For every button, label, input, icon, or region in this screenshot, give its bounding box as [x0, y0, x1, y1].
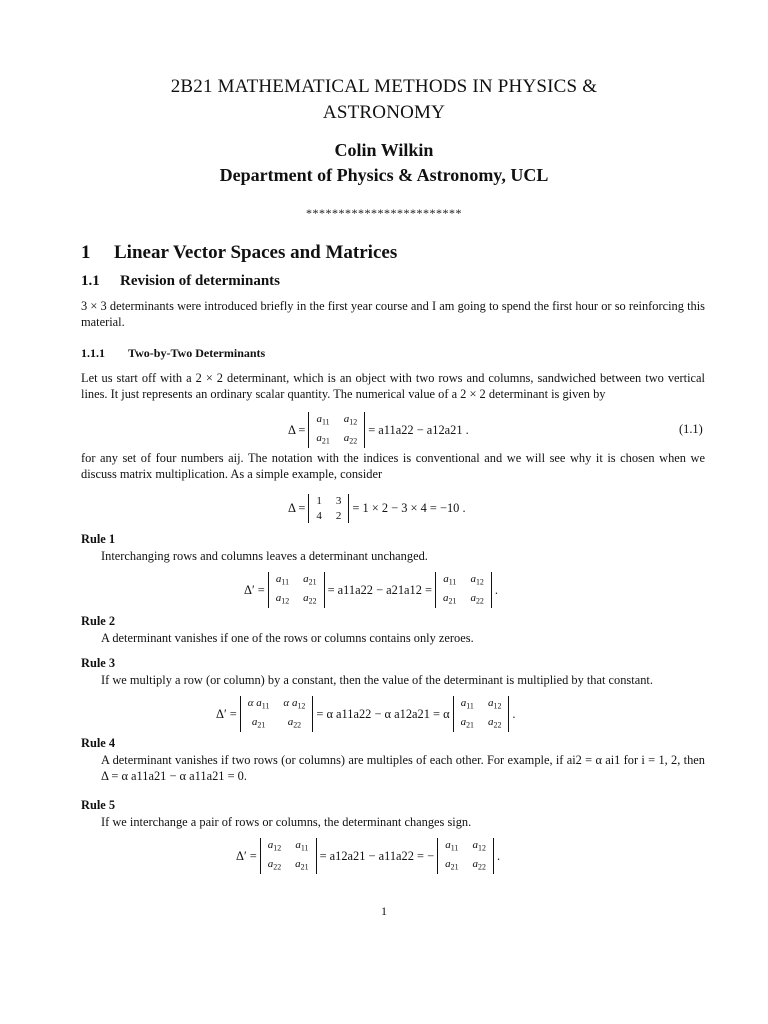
- page-number: 1: [381, 904, 387, 918]
- section-number: 1.1: [81, 273, 100, 289]
- rule-1-text: Interchanging rows and columns leaves a determinant unchanged.: [101, 549, 428, 563]
- rule-2-label: Rule 2: [81, 614, 116, 628]
- rule-1-label: Rule 1: [81, 532, 116, 546]
- determinant-matrix: α $a_{11}$ α $a_{12}$ $a_{21}$ $a_{22}$: [240, 696, 314, 732]
- determinant-matrix: 1 3 4 2: [308, 494, 349, 523]
- determinant-matrix: $a_{11}$ $a_{12}$ $a_{21}$ $a_{22}$: [308, 412, 365, 448]
- equation-lhs: Δ =: [288, 422, 306, 437]
- section-title: Two-by-Two Determinants: [128, 346, 266, 360]
- author-name: Colin Wilkin: [334, 140, 434, 160]
- rule-4-text: A determinant vanishes if two rows (or columns) are multiples of each other. For example, if ai2 = α ai1 for i = 1, 2, then Δ = α a11a21 − α a11a21 = 0.: [101, 753, 705, 783]
- separator-stars: ************************: [306, 206, 462, 220]
- rule-3-equation: Δ′ = α $a_{11}$ α $a_{12}$ $a_{21}$ $a_{22}$ = α a11a22 − α a12a21 = α $a_{11}$ $a_{12}$ $a_{21}$ $a_{22}$ .: [216, 698, 516, 730]
- equation-rhs: = a11a22 − a12a21 .: [368, 422, 469, 437]
- section-title: Revision of determinants: [120, 273, 280, 289]
- rule-3-label: Rule 3: [81, 656, 116, 670]
- equation-number: (1.1): [679, 422, 703, 436]
- section-number: 1.1.1: [81, 346, 105, 360]
- section-heading-1: [81, 242, 397, 264]
- rule-5-label: Rule 5: [81, 798, 116, 812]
- rule-5-equation: Δ′ = $a_{12}$ $a_{11}$ $a_{22}$ $a_{21}$ = a12a21 − a11a22 = − $a_{11}$ $a_{12}$ $a_{21}$ $a_{22}$ .: [236, 840, 500, 872]
- determinant-matrix: $a_{11}$ $a_{12}$ $a_{21}$ $a_{22}$: [453, 696, 510, 732]
- determinant-matrix: $a_{11}$ $a_{21}$ $a_{12}$ $a_{22}$: [268, 572, 325, 608]
- intro-paragraph: 3 × 3 determinants were introduced briefly in the first year course and I am going to spend the first hour or so reinforcing this material.: [81, 299, 705, 329]
- section-heading-1-1-1: [81, 346, 265, 361]
- rule-4-label: Rule 4: [81, 736, 116, 750]
- determinant-matrix: $a_{11}$ $a_{12}$ $a_{21}$ $a_{22}$: [437, 838, 494, 874]
- rule-5-text: If we interchange a pair of rows or columns, the determinant changes sign.: [101, 815, 472, 829]
- determinant-matrix: $a_{11}$ $a_{12}$ $a_{21}$ $a_{22}$: [435, 572, 492, 608]
- rule-2-text: A determinant vanishes if one of the rows or columns contains only zeroes.: [101, 631, 474, 645]
- paragraph-two-by-two: Let us start off with a 2 × 2 determinant, which is an object with two rows and columns, sandwiched between two vertical lines. It just represents an ordinary scalar quantity. The numerical value of a 2 × 2 determinant is given by: [81, 371, 705, 401]
- section-number: 1: [81, 242, 91, 263]
- equation-rhs: = 1 × 2 − 3 × 4 = −10 .: [352, 500, 466, 515]
- author-affiliation: Department of Physics & Astronomy, UCL: [219, 165, 549, 185]
- determinant-matrix: $a_{12}$ $a_{11}$ $a_{22}$ $a_{21}$: [260, 838, 317, 874]
- equation-example: [288, 492, 466, 524]
- equation-lhs: Δ =: [288, 500, 306, 515]
- document-title-line1: 2B21 MATHEMATICAL METHODS IN PHYSICS &: [170, 76, 598, 97]
- paragraph-notation: for any set of four numbers aij. The notation with the indices is conventional and we will see why it is chosen when we discuss matrix multiplication. As a simple example, consider: [81, 451, 705, 481]
- section-title: Linear Vector Spaces and Matrices: [114, 242, 398, 263]
- equation-1-1: [288, 414, 469, 446]
- document-title-line2: ASTRONOMY: [322, 102, 446, 123]
- section-heading-1-1: [81, 273, 280, 290]
- rule-3-text: If we multiply a row (or column) by a constant, then the value of the determinant is multiplied by that constant.: [101, 673, 653, 687]
- rule-1-equation: Δ′ = $a_{11}$ $a_{21}$ $a_{12}$ $a_{22}$ = a11a22 − a21a12 = $a_{11}$ $a_{12}$ $a_{21}$ $a_{22}$ .: [244, 574, 498, 606]
